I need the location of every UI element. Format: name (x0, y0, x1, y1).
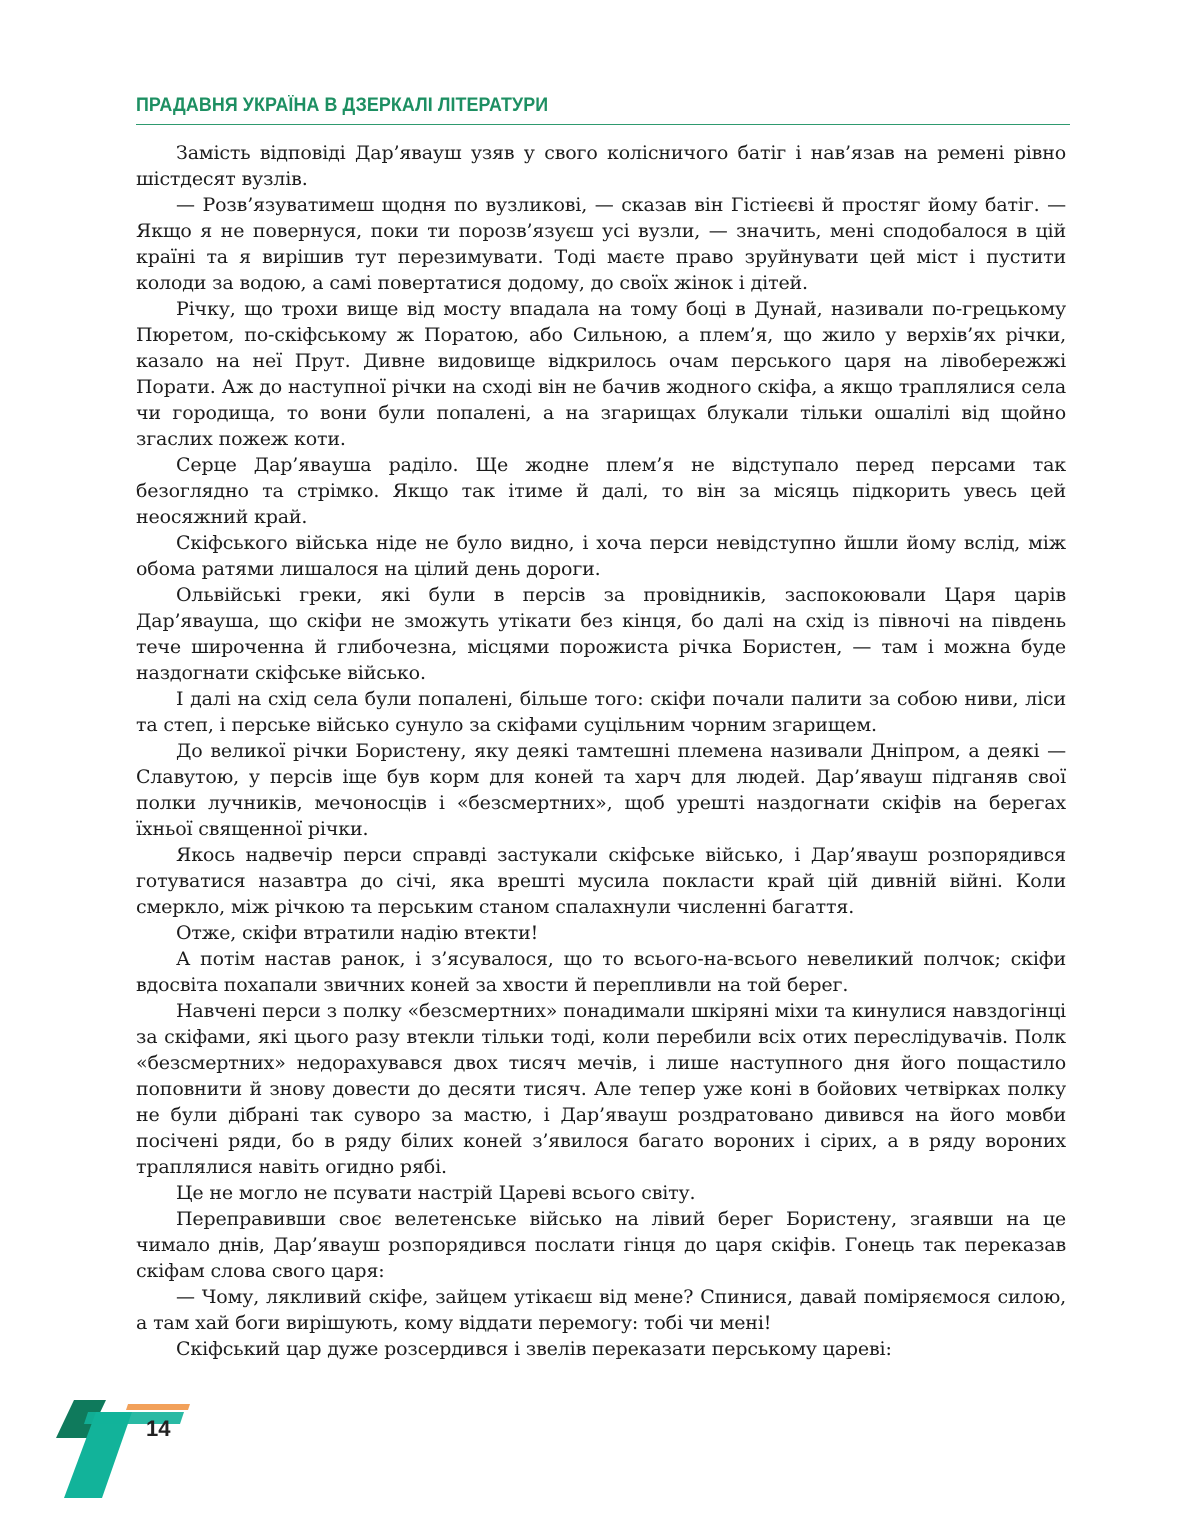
paragraph: Скіфський цар дуже розсердився і звелів переказати перському цареві: (176, 1338, 892, 1360)
main-text (136, 140, 1066, 1362)
page-number: 14 (146, 1416, 171, 1441)
paragraph: Замість відповіді Дар’явауш узяв у свого колісничого батіг і нав’язав на ремені рівно шістдесят вузлів. (136, 142, 1066, 190)
running-header (136, 96, 1070, 125)
paragraph: До великої річки Бористену, яку деякі тамтешні племена називали Дніпром, а деякі — Славутою, у персів іще був корм для коней та харч для людей. Дар’явауш підганяв свої полки лучників, мечоносців і «безсмертних», щоб урешті наздогнати скіфів на берегах їхньої священної річки. (136, 740, 1066, 840)
paragraph: Серце Дар’явауша раділо. Ще жодне плем’я не відступало перед персами так безоглядно та стрімко. Якщо так ітиме й далі, то він за місяць підкорить увесь цей неосяжний край. (136, 454, 1066, 528)
paragraph: Отже, скіфи втратили надію втекти! (176, 922, 539, 944)
paragraph: Річку, що трохи вище від мосту впадала на тому боці в Дунай, називали по-грецькому Пюретом, по-скіфському ж Поратою, або Сильною, а плем’я, що жило у верхів’ях річки, казало на неї Прут. Дивне видовище відкрилось очам перського царя на лівобережжі Порати. Аж до наступної річки на сході він не бачив жодного скіфа, а якщо траплялися села чи городища, то вони були попалені, а на згарищах блукали тільки ошалілі від щойно згаслих пожеж коти. (136, 298, 1066, 450)
paragraph: І далі на схід села були попалені, більше того: скіфи почали палити за собою ниви, ліси та степ, і перське військо сунуло за скіфами суцільним чорним згарищем. (136, 688, 1066, 736)
page-corner-decoration (54, 1400, 204, 1500)
paragraph: Ольвійські греки, які були в персів за провідників, заспокоювали Царя царів Дар’явауша, що скіфи не зможуть утікати без кінця, бо далі на схід із півночі на південь тече широченна й глибочезна, місцями порожиста річка Бористен, — там і можна буде наздогнати скіфське військо. (136, 584, 1066, 684)
paragraph: Скіфського війська ніде не було видно, і хоча перси невідступно йшли йому вслід, між обома ратями лишалося на цілий день дороги. (136, 532, 1066, 580)
paragraph: — Розв’язуватимеш щодня по вузликові, — сказав він Гістіеєві й простяг йому батіг. — Якщо я не повернуся, поки ти порозв’язуєш усі вузли, — значить, мені сподобалося в цій країні та я вирішив тут перезимувати. Тоді маєте право зруйнувати цей міст і пустити колоди за водою, а самі повертатися додому, до своїх жінок і дітей. (136, 194, 1066, 294)
paragraph: Навчені перси з полку «безсмертних» понадимали шкіряні міхи та кинулися навздогінці за скіфами, які цього разу втекли тільки тоді, коли перебили всіх отих переслідувачів. Полк «безсмертних» недорахувався двох тисяч мечів, і лише наступного дня його пощастило поповнити й знову довести до десяти тисяч. Але тепер уже коні в бойових четвірках полку не були дібрані так суворо за мастю, і Дар’явауш роздратовано дивився на його мовби посічені ряди, бо в ряду білих коней з’явилося багато вороних і сірих, а в ряду вороних траплялися навіть огидно рябі. (136, 1000, 1066, 1178)
paragraph: А потім настав ранок, і з’ясувалося, що то всього-на-всього невеликий полчок; скіфи вдосвіта похапали звичних коней за хвости й перепливли на той берег. (136, 948, 1066, 996)
paragraph: — Чому, лякливий скіфе, зайцем утікаєш від мене? Спинися, давай поміряємося силою, а там хай боги вирішують, кому віддати перемогу: тобі чи мені! (136, 1286, 1066, 1334)
paragraph: Якось надвечір перси справді застукали скіфське військо, і Дар’явауш розпорядився готуватися назавтра до січі, яка врешті мусила покласти край цій дивній війні. Коли смеркло, між річкою та перським станом спалахнули численні багаття. (136, 844, 1066, 918)
orange-stripe (126, 1404, 190, 1410)
paragraph: Це не могло не псувати настрій Цареві всього світу. (176, 1182, 696, 1204)
paragraph: Переправивши своє велетенське військо на лівий берег Бористену, згаявши на це чимало днів, Дар’явауш розпорядився послати гінця до царя скіфів. Гонець так переказав скіфам слова свого царя: (136, 1208, 1066, 1282)
header-title: ПРАДАВНЯ УКРАЇНА В ДЗЕРКАЛІ ЛІТЕРАТУРИ (136, 95, 549, 116)
